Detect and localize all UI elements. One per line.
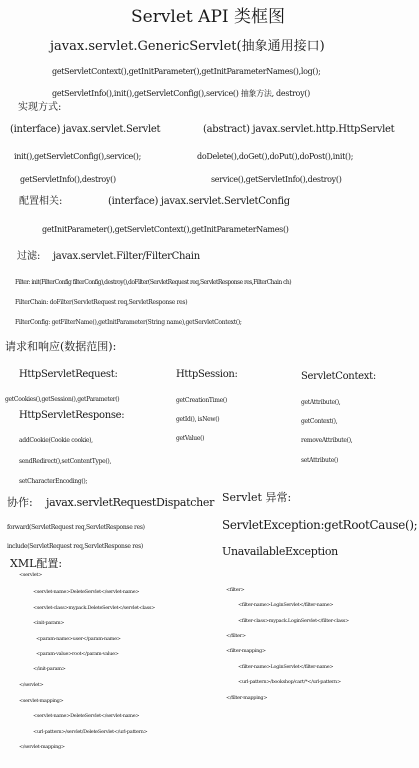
exception-label: Servlet 异常:: [222, 491, 292, 504]
scope-label: 请求和响应(数据范围):: [5, 340, 117, 353]
xml-filter-class: <filter-class>mypack.LoginServlet</filter-class>: [238, 618, 349, 624]
servlet-config-heading: (interface) javax.servlet.ServletConfig: [108, 196, 290, 207]
servlet-interface-heading: (interface) javax.servlet.Servlet: [10, 124, 161, 135]
servlet-context-heading: ServletContext:: [301, 371, 376, 382]
dispatcher-heading: javax.servletRequestDispatcher: [46, 496, 215, 509]
servlet-context-method-3: removeAttribute(),: [301, 437, 353, 444]
xml-mapping-filter-name: <filter-name>LoginServlet</filter-name>: [238, 664, 334, 670]
xml-filter-mapping-open: <filter-mapping>: [226, 648, 266, 654]
xml-filter-url-pattern: <url-pattern>/bookshop/cart/*</url-pattern>: [238, 679, 341, 685]
filter-heading: javax.servlet.Filter/FilterChain: [53, 251, 200, 262]
xml-init-param-open: <init-param>: [33, 620, 65, 626]
xml-param-name: <param-name>user</param-name>: [36, 636, 121, 642]
config-label: 配置相关:: [19, 196, 63, 207]
generic-servlet-methods-1: getServletContext(),getInitParameter(),getInitParameterNames(),log();: [52, 67, 321, 76]
servlet-context-method-4: setAttribute(): [301, 457, 339, 464]
http-response-method-3: setCharacterEncoding();: [19, 478, 88, 485]
filter-label: 过滤:: [17, 251, 41, 262]
http-request-heading: HttpServletRequest:: [19, 369, 118, 380]
xml-servlet-close: </servlet>: [19, 682, 44, 688]
http-servlet-methods-2: service(),getServletInfo(),destroy(): [211, 175, 342, 184]
http-session-method-1: getCreationTime(): [176, 397, 227, 404]
unavailable-exception: UnavailableException: [222, 545, 338, 558]
http-request-methods: getCookies(),getSession(),getParameter(): [5, 396, 120, 403]
xml-servlet-mapping-close: </servlet-mapping>: [19, 744, 65, 750]
generic-servlet-methods-2: getServletInfo(),init(),getServletConfig(),service() 抽象方法, destroy(): [52, 89, 310, 98]
xml-filter-mapping-close: </filter-mapping>: [226, 695, 268, 701]
http-session-method-3: getValue(): [176, 435, 205, 442]
xml-servlet-open: <servlet>: [19, 572, 42, 578]
filter-methods: Filter: init(FilterConfig filterConfig),destroy(),doFilter(ServletRequest req,ServletResponse res,FilterChain ch): [15, 279, 292, 286]
http-response-method-1: addCookie(Cookie cookie),: [19, 437, 93, 444]
xml-label: XML配置:: [10, 557, 63, 570]
impl-label: 实现方式:: [18, 102, 62, 113]
http-session-heading: HttpSession:: [176, 369, 238, 380]
xml-filter-name: <filter-name>LoginServlet</filter-name>: [238, 602, 334, 608]
xml-filter-open: <filter>: [226, 587, 245, 593]
generic-servlet-heading: javax.servlet.GenericServlet(抽象通用接口): [50, 39, 325, 54]
page-title: Servlet API 类框图: [131, 7, 286, 27]
servlet-exception: ServletException:getRootCause();: [222, 518, 418, 532]
filter-chain-methods: FilterChain: doFilter(ServletRequest req,ServletResponse res): [15, 299, 188, 306]
servlet-context-method-1: getAttribute(),: [301, 399, 341, 406]
dispatcher-include: include(ServletRequest req,ServletResponse res): [7, 543, 143, 550]
dispatcher-label: 协作:: [7, 496, 33, 509]
xml-mapping-servlet-name: <servlet-name>DeleteServlet</servlet-name>: [33, 713, 140, 719]
xml-param-value: <param-value>root</param-value>: [36, 651, 119, 657]
filter-config-methods: FilterConfig: getFilterName(),getInitParameter(String name),getServletContext();: [15, 319, 242, 326]
xml-servlet-url-pattern: <url-pattern>/servlet/DeleteServlet</url-pattern>: [33, 729, 148, 735]
http-response-method-2: sendRedirect(),setContentType(),: [19, 458, 112, 465]
xml-init-param-close: </init-param>: [33, 666, 66, 672]
xml-servlet-name: <servlet-name>DeleteServlet</servlet-name>: [33, 589, 140, 595]
http-servlet-heading: (abstract) javax.servlet.http.HttpServlet: [203, 124, 395, 135]
servlet-interface-methods-2: getServletInfo(),destroy(): [20, 175, 116, 184]
servlet-context-method-2: getContext(),: [301, 418, 338, 425]
xml-filter-close: </filter>: [226, 633, 246, 639]
xml-servlet-class: <servlet-class>mypack.DeleteServlet</servlet-class>: [33, 605, 155, 611]
servlet-config-methods: getInitParameter(),getServletContext(),getInitParameterNames(): [42, 225, 289, 234]
http-servlet-methods-1: doDelete(),doGet(),doPut(),doPost(),init();: [197, 152, 354, 161]
dispatcher-forward: forward(ServletRequest req,ServletResponse res): [7, 524, 145, 531]
http-response-heading: HttpServletResponse:: [19, 410, 125, 421]
servlet-interface-methods-1: init(),getServletConfig(),service();: [14, 152, 142, 161]
xml-servlet-mapping-open: <servlet-mapping>: [19, 698, 64, 704]
http-session-method-2: getId(), isNew(): [176, 416, 220, 423]
